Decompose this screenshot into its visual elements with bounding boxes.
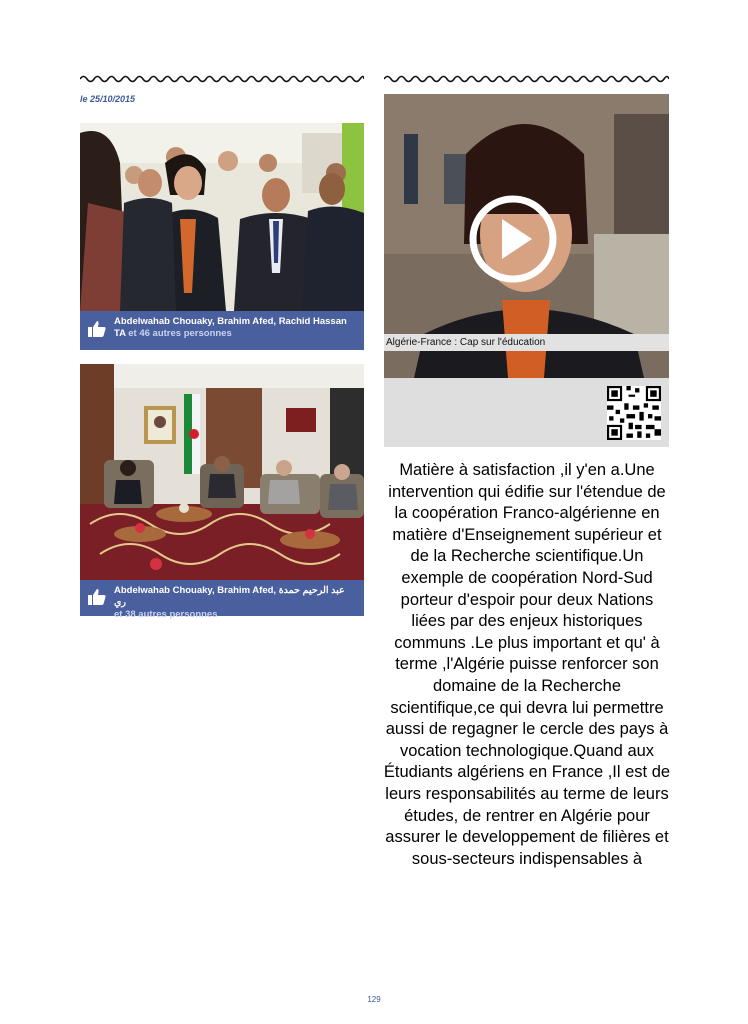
likers-names: Abdelwahab Chouaky, Brahim Afed, Rachid Hassan TA <box>114 316 347 339</box>
wave-divider-left <box>80 73 364 85</box>
likes-bar[interactable] <box>80 580 364 620</box>
qr-code[interactable] <box>607 386 661 440</box>
likers-others: et 46 autres personnes <box>125 328 232 339</box>
likers-names: Abdelwahab Chouaky, Brahim Afed, عبد الرحيم حمدة ري <box>114 585 345 608</box>
likes-bar[interactable] <box>80 311 364 350</box>
photo-meeting-room[interactable] <box>80 364 364 580</box>
page-number: 129 <box>367 995 381 1004</box>
wave-divider-right <box>384 73 669 85</box>
thumbs-up-icon[interactable] <box>88 321 106 337</box>
post-date: le 25/10/2015 <box>80 94 136 104</box>
play-icon[interactable] <box>468 194 558 284</box>
article-text: Matière à satisfaction ,il y'en a.Une intervention qui édifie sur l'étendue de la coopération Franco-algérienne en matière d'Enseignement supérieur et de la Recherche scientifique.Un exemple de coopération Nord-Sud porteur d'espoir pour deux Nations liées par des enjeux historiques communs .Le plus important et qu' à terme ,l'Algérie puisse renforcer son domaine de la Recherche scientifique,ce qui devra lui permettre aussi de regagner le cercle des pays à vocation technologique.Quand aux Étudiants algériens en France ,Il est de leurs responsabilités au terme de leurs études, de rentrer en Algérie pour assurer le developpement de filières et sous-secteurs indispensables à <box>383 461 671 868</box>
video-caption: Algérie-France : Cap sur l'éducation <box>384 334 669 351</box>
photo-official-visit[interactable] <box>80 123 364 311</box>
qr-panel <box>384 378 669 447</box>
likers-others: et 38 autres personnes <box>114 609 218 620</box>
thumbs-up-icon[interactable] <box>88 589 106 605</box>
